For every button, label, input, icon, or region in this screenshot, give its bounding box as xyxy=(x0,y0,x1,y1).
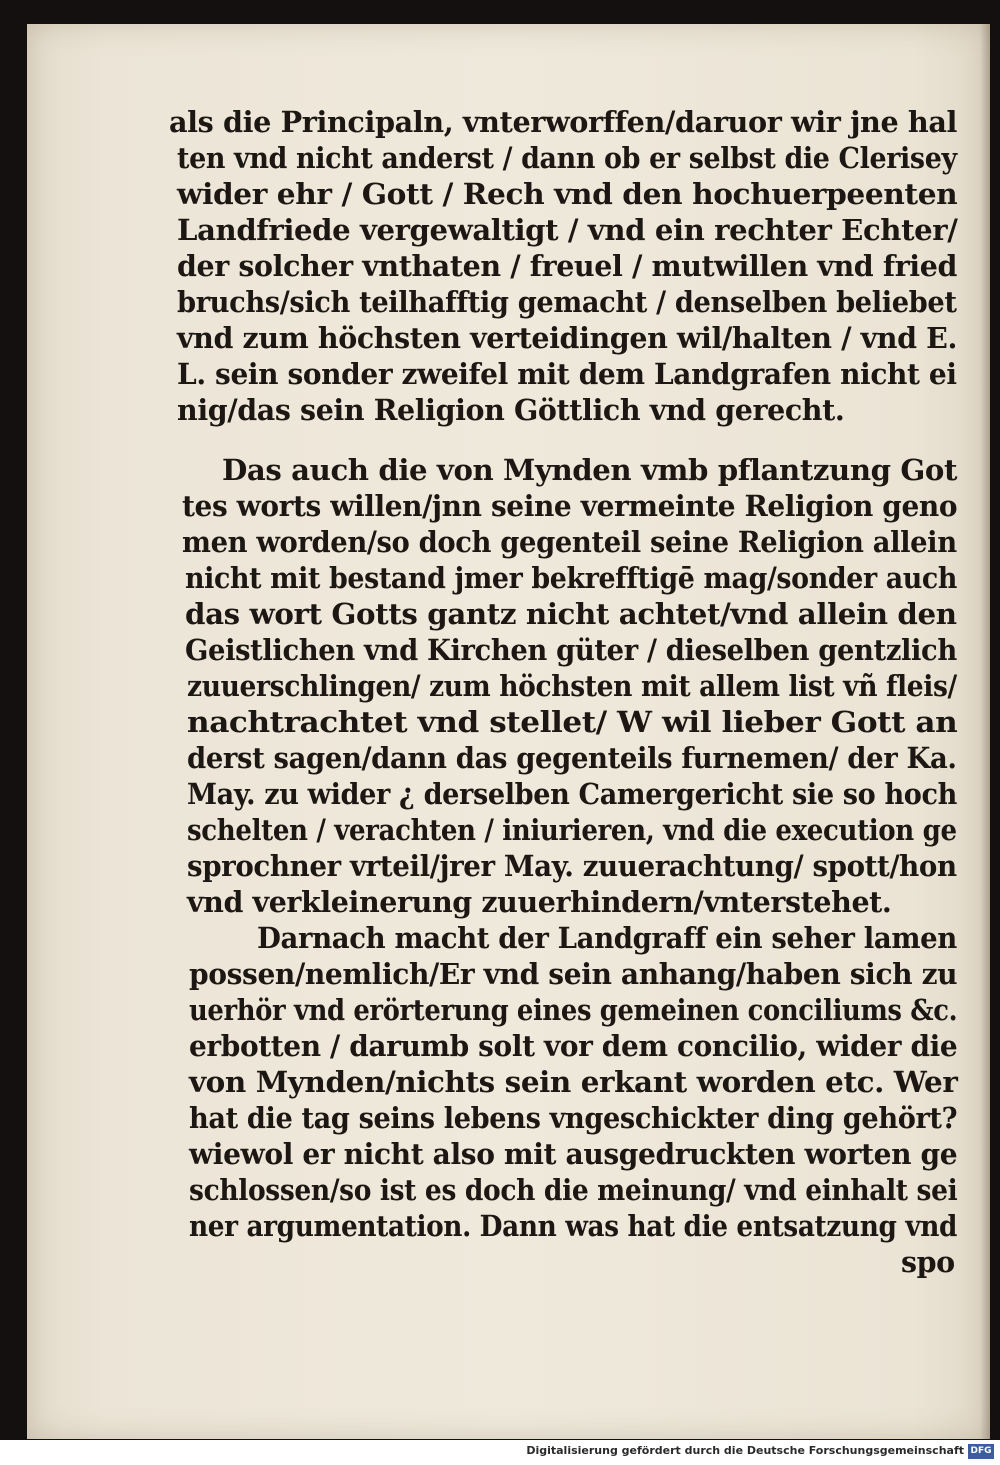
text-line: L. sein sonder zweifel mit dem Landgrafen nicht ei xyxy=(177,357,957,391)
text-line: erbotten / darumb solt vor dem concilio, wider die xyxy=(189,1029,958,1063)
text-line: tes worts willen/jnn seine vermeinte Religion geno xyxy=(182,489,958,523)
text-line: als die Principaln, vnterworffen/daruor wir jne hal xyxy=(169,105,958,139)
text-line: Landfriede vergewaltigt / vnd ein rechter Echter/ xyxy=(177,213,958,247)
page-text-block xyxy=(27,24,990,1439)
text-line: von Mynden/nichts sein erkant worden etc. Wer xyxy=(189,1065,958,1099)
text-line: der solcher vnthaten / freuel / mutwillen vnd fried xyxy=(177,249,957,283)
text-line: ten vnd nicht anderst / dann ob er selbst die Clerisey xyxy=(177,141,957,175)
text-line: ner argumentation. Dann was hat die entsatzung vnd xyxy=(189,1209,958,1243)
text-line: Das auch die von Mynden vmb pflantzung Got xyxy=(222,453,958,487)
text-line: sprochner vrteil/jrer May. zuuerachtung/ spott/hon xyxy=(187,849,957,883)
text-line: zuuerschlingen/ zum höchsten mit allem list vñ fleis/ xyxy=(187,669,957,703)
text-line: May. zu wider ¿ derselben Camergericht sie so hoch xyxy=(187,777,957,811)
dfg-logo-icon: DFG xyxy=(968,1444,994,1459)
text-line: Geistlichen vnd Kirchen güter / dieselben gentzlich xyxy=(185,633,957,667)
text-line: uerhör vnd erörterung eines gemeinen conciliums &c. xyxy=(189,993,958,1027)
funding-credit: Digitalisierung gefördert durch die Deutsche Forschungsgemeinschaft xyxy=(526,1444,964,1457)
text-line: derst sagen/dann das gegenteils furnemen/ der Ka. xyxy=(187,741,957,775)
text-line: bruchs/sich teilhafftig gemacht / denselben beliebet xyxy=(177,285,957,319)
catchword: spo xyxy=(901,1245,955,1279)
text-line: possen/nemlich/Er vnd sein anhang/haben sich zu xyxy=(189,957,958,991)
text-line: hat die tag seins lebens vngeschickter ding gehört? xyxy=(189,1101,958,1135)
text-line: wider ehr / Gott / Rech vnd den hochuerpeenten xyxy=(177,177,958,211)
text-line: nig/das sein Religion Göttlich vnd gerecht. xyxy=(177,393,845,427)
text-line: vnd zum höchsten verteidingen wil/halten / vnd E. xyxy=(177,321,957,355)
text-line: Darnach macht der Landgraff ein seher lamen xyxy=(257,921,957,955)
text-line: vnd verkleinerung zuuerhindern/vnterstehet. xyxy=(187,885,892,919)
book-page xyxy=(27,24,990,1439)
text-line: nachtrachtet vnd stellet/ W wil lieber Gott an xyxy=(187,705,958,739)
text-line: schelten / verachten / iniurieren, vnd die execution ge xyxy=(187,813,957,847)
footer-bar xyxy=(0,1440,1000,1465)
text-line: nicht mit bestand jmer bekrefftigē mag/sonder auch xyxy=(185,561,958,595)
text-line: das wort Gotts gantz nicht achtet/vnd allein den xyxy=(185,597,957,631)
text-line: schlossen/so ist es doch die meinung/ vnd einhalt sei xyxy=(189,1173,958,1207)
text-line: men worden/so doch gegenteil seine Religion allein xyxy=(182,525,957,559)
text-line: wiewol er nicht also mit ausgedruckten worten ge xyxy=(189,1137,958,1171)
